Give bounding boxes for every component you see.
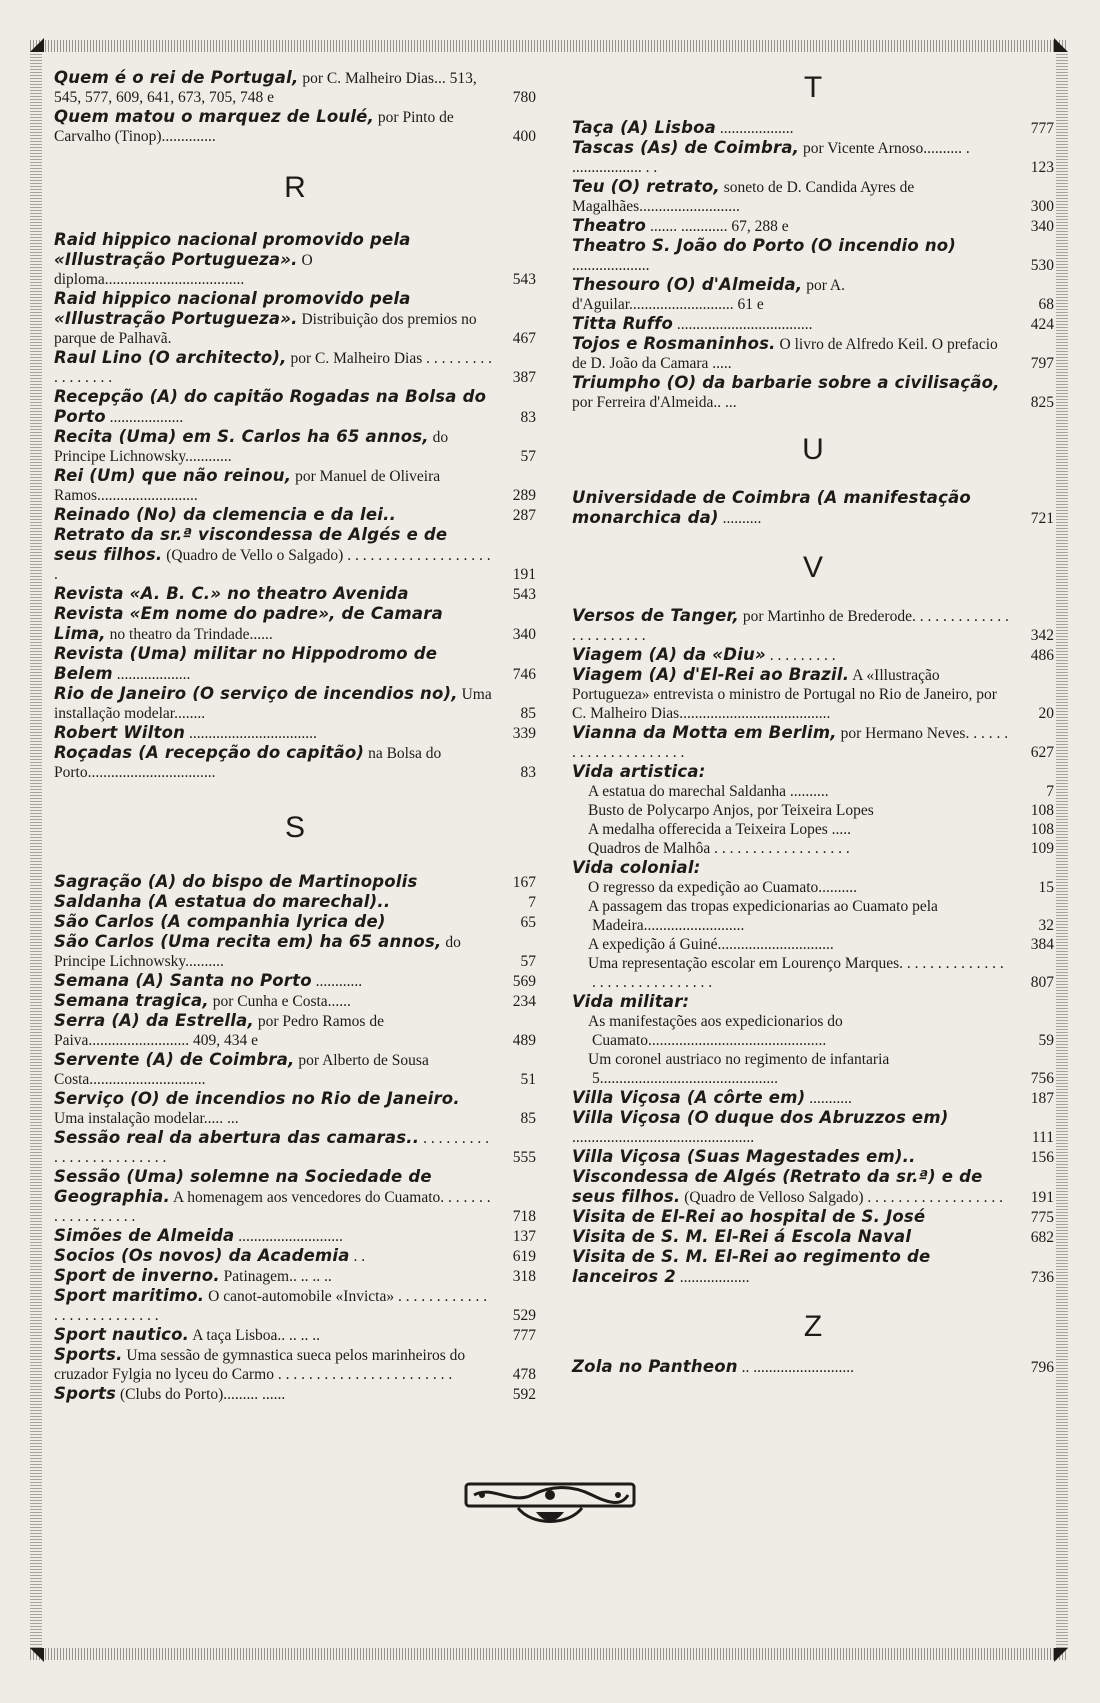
entry-title: Sport maritimo. — [54, 1286, 205, 1305]
index-entry — [54, 1246, 536, 1266]
index-entry — [572, 334, 1054, 373]
index-entry — [572, 645, 1054, 665]
entry-title: Servente (A) de Coimbra, — [54, 1050, 295, 1069]
entry-description: A homenagem aos vencedores do Cuamato. . . . . . . . . . . . . . . . . . — [54, 1189, 491, 1225]
entry-page-number: 529 — [512, 1307, 536, 1324]
entry-title: Viagem (A) d'El-Rei ao Brazil. — [572, 665, 850, 684]
entry-page-number: 15 — [1038, 879, 1054, 896]
vida-artistica-block — [572, 762, 1054, 858]
index-entry — [54, 1345, 536, 1384]
entry-title: Saldanha (A estatua do marechal).. — [54, 892, 391, 911]
entries-t — [572, 118, 1054, 412]
entry-description: por Cunha e Costa...... — [212, 993, 351, 1010]
left-column — [54, 68, 536, 1404]
entry-page-number: 807 — [1030, 974, 1054, 991]
entry-page-number: 83 — [520, 764, 536, 781]
entry-page-number: 756 — [1030, 1070, 1054, 1087]
sub-entry — [572, 1050, 1054, 1088]
entry-description: (Quadro de Velloso Salgado) . . . . . . . . . . . . . . . . . . — [684, 1189, 1003, 1206]
entry-title: Visita de S. M. El-Rei ao regimento de lanceiros 2 — [572, 1247, 931, 1286]
entry-title: Simões de Almeida — [54, 1226, 235, 1245]
index-entry — [54, 289, 536, 348]
sub-entry — [572, 878, 1054, 897]
index-entry — [572, 118, 1054, 138]
entry-title: Retrato da sr.ª viscondessa de Algés e de seus filhos. — [54, 525, 448, 564]
entry-description: .................. — [679, 1269, 750, 1286]
entry-page-number: 57 — [520, 953, 536, 970]
entry-description: ................... — [109, 409, 184, 426]
entry-page-number: 543 — [512, 271, 536, 288]
entry-page-number: 340 — [1030, 218, 1054, 235]
entry-title: Sessão real da abertura das camaras.. — [54, 1128, 420, 1147]
entry-page-number: 137 — [512, 1228, 536, 1245]
entry-page-number: 825 — [1030, 394, 1054, 411]
index-entry — [572, 177, 1054, 216]
index-entry — [54, 1167, 536, 1226]
entry-description: ................... — [719, 120, 794, 137]
entry-page-number: 287 — [512, 507, 536, 524]
index-entry — [54, 743, 536, 782]
index-entry — [572, 606, 1054, 645]
vida-colonial-block — [572, 858, 1054, 992]
entry-title: Sessão (Uma) solemne na Sociedade de Geographia. — [54, 1167, 432, 1206]
entry-page-number: 387 — [512, 369, 536, 386]
vida-militar-block — [572, 992, 1054, 1088]
entry-description: ....... ............ 67, 288 e — [649, 218, 789, 235]
entry-description: Quadros de Malhôa . . . . . . . . . . . . . . . . . . — [588, 840, 850, 857]
entry-description: ................... — [116, 666, 191, 683]
entry-page-number: 721 — [1030, 510, 1054, 527]
index-entry — [54, 1128, 536, 1167]
entry-page-number: 718 — [512, 1208, 536, 1225]
entry-page-number: 123 — [1030, 159, 1054, 176]
sub-entry — [572, 954, 1054, 992]
corner-ornament — [30, 38, 44, 52]
section-letter-u: U — [802, 433, 824, 466]
entry-page-number: 478 — [512, 1366, 536, 1383]
sub-entry — [572, 897, 1054, 935]
entry-description: . . — [353, 1248, 366, 1265]
entry-title: Reinado (No) da clemencia e da lei.. — [54, 505, 397, 524]
entry-title: Visita de S. M. El-Rei á Escola Naval — [572, 1227, 912, 1246]
entry-page-number: 486 — [1030, 647, 1054, 664]
index-entry — [54, 684, 536, 723]
entry-title: São Carlos (Uma recita em) ha 65 annos, — [54, 932, 442, 951]
entry-description: por Martinho de Brederode. . . . . . . . . . . . . . . . . . . . . . . — [572, 608, 1009, 644]
entry-description: A estatua do marechal Saldanha .......... — [588, 783, 829, 800]
index-entry — [54, 466, 536, 505]
entry-title: Tascas (As) de Coimbra, — [572, 138, 800, 157]
section-letter-r: R — [284, 171, 306, 204]
index-entry — [572, 138, 1054, 177]
index-entry — [54, 892, 536, 912]
entry-title: Raul Lino (O architecto), — [54, 348, 287, 367]
index-entry — [54, 644, 536, 684]
entry-description: . . . . . . . . . — [769, 647, 836, 664]
entry-page-number: 340 — [512, 626, 536, 643]
entry-title: Vianna da Motta em Berlim, — [572, 723, 837, 742]
index-entry — [54, 912, 536, 932]
index-entry — [54, 1089, 536, 1128]
entry-title: Taça (A) Lisboa — [572, 118, 716, 137]
entry-description: ............ — [315, 973, 363, 990]
entry-page-number: 187 — [1030, 1090, 1054, 1107]
entry-page-number: 777 — [512, 1327, 536, 1344]
entry-title: Quem é o rei de Portugal, — [54, 68, 299, 87]
index-entry — [54, 1286, 536, 1325]
entry-page-number: 108 — [1030, 802, 1054, 819]
entry-page-number: 384 — [1030, 936, 1054, 953]
entry-description: ........................... — [238, 1228, 343, 1245]
index-entry — [572, 275, 1054, 314]
index-entry — [572, 1207, 1054, 1227]
entry-title: Sports — [54, 1384, 117, 1403]
sub-entry — [572, 1012, 1054, 1050]
entry-page-number: 543 — [512, 586, 536, 603]
entry-page-number: 775 — [1030, 1209, 1054, 1226]
entry-description: no theatro da Trindade...... — [109, 626, 273, 643]
entry-description: por C. Malheiro Dias... 513, 545, 577, 609, 641, 673, 705, 748 e — [54, 70, 477, 106]
entry-page-number: 59 — [1038, 1032, 1054, 1049]
index-entry — [572, 1247, 1054, 1287]
entry-description: O canot-automobile «Invicta» . . . . . . . . . . . . . . . . . . . . . . . . . . — [54, 1288, 488, 1324]
index-entry — [54, 525, 536, 584]
index-entry — [54, 348, 536, 387]
entry-description: Uma sessão de gymnastica sueca pelos marinheiros do cruzador Fylgia no lyceu do Carmo . . . . . . . . . . . . . . . . . . . . . . . — [54, 1347, 466, 1383]
entry-page-number: 619 — [512, 1248, 536, 1265]
entry-page-number: 424 — [1030, 316, 1054, 333]
entry-description: por A. d'Aguilar........................... 61 e — [572, 277, 845, 313]
entries-v-continued — [572, 1088, 1054, 1287]
entry-page-number: 83 — [520, 409, 536, 426]
entry-title: Viagem (A) da «Diu» — [572, 645, 766, 664]
entry-title: Serra (A) da Estrella, — [54, 1011, 254, 1030]
entry-page-number: 156 — [1030, 1149, 1054, 1166]
entry-title: Triumpho (O) da barbarie sobre a civilisação, — [572, 373, 1000, 392]
sub-entry — [572, 935, 1054, 954]
entry-title: Raid hippico nacional promovido pela «Illustração Portugueza». — [54, 289, 411, 328]
index-entry — [572, 1147, 1054, 1167]
index-entry — [572, 1227, 1054, 1247]
index-entry — [572, 1108, 1054, 1147]
entry-title: Quem matou o marquez de Loulé, — [54, 107, 375, 126]
entry-page-number: 467 — [512, 330, 536, 347]
entry-title: Rei (Um) que não reinou, — [54, 466, 292, 485]
index-entry — [572, 216, 1054, 236]
entry-page-number: 191 — [512, 566, 536, 583]
index-entry — [54, 1050, 536, 1089]
ornament-fleuron — [462, 1480, 638, 1532]
entry-page-number: 7 — [528, 894, 536, 911]
entry-page-number: 68 — [1038, 296, 1054, 313]
entry-description: Uma installação modelar........ — [54, 686, 492, 722]
entry-description: As manifestações aos expedicionarios do Cuamato.............................................. — [588, 1013, 843, 1049]
index-entry — [54, 1266, 536, 1286]
entry-page-number: 796 — [1030, 1359, 1054, 1376]
entry-page-number: 289 — [512, 487, 536, 504]
entry-page-number: 7 — [1046, 783, 1054, 800]
entries-v — [572, 606, 1054, 762]
index-entry — [54, 1226, 536, 1246]
entry-description: (Clubs do Porto)......... ...... — [119, 1386, 286, 1403]
entry-description: por Alberto de Sousa Costa.............................. — [54, 1052, 429, 1088]
entry-title: Theatro — [572, 216, 647, 235]
entry-page-number: 51 — [520, 1071, 536, 1088]
entries-s — [54, 872, 536, 1404]
index-entry — [572, 236, 1054, 275]
section-letter-s: S — [284, 811, 305, 844]
entry-description: na Bolsa do Porto................................. — [54, 745, 442, 781]
index-entry — [54, 387, 536, 427]
top-border — [30, 40, 1068, 52]
entry-title: Recepção (A) do capitão Rogadas na Bolsa do Porto — [54, 387, 487, 426]
entry-page-number: 736 — [1030, 1269, 1054, 1286]
index-entry — [572, 665, 1054, 723]
sub-entry — [572, 820, 1054, 839]
entry-title: Semana (A) Santa no Porto — [54, 971, 312, 990]
entry-description: por Hermano Neves. . . . . . . . . . . . . . . . . . . . . — [572, 725, 1009, 761]
entry-title: Villa Viçosa (Suas Magestades em).. — [572, 1147, 916, 1166]
entry-page-number: 797 — [1030, 355, 1054, 372]
entry-description: A medalha offerecida a Teixeira Lopes ..... — [588, 821, 852, 838]
entry-title: Recita (Uma) em S. Carlos ha 65 annos, — [54, 427, 429, 446]
entry-page-number: 555 — [512, 1149, 536, 1166]
entry-title: Socios (Os novos) da Academia — [54, 1246, 350, 1265]
entry-description: Uma representação escolar em Lourenço Marques. . . . . . . . . . . . . . . . . . . . . . . . . . . . . . — [588, 955, 1004, 991]
entry-title: Titta Ruffo — [572, 314, 674, 333]
index-entry — [572, 1167, 1054, 1207]
entry-page-number: 20 — [1038, 705, 1054, 722]
entry-description: por Ferreira d'Almeida.. ... — [572, 394, 737, 411]
entry-description: O diploma.................................... — [54, 252, 313, 288]
entry-page-number: 530 — [1030, 257, 1054, 274]
section-letter-v: V — [802, 551, 823, 584]
entry-description: por C. Malheiro Dias . . . . . . . . . . . . . . . . . — [54, 350, 492, 386]
entry-title: Theatro S. João do Porto (O incendio no) — [572, 236, 957, 255]
entry-description: Um coronel austriaco no regimento de infantaria 5.............................................. — [588, 1051, 890, 1087]
index-entry — [54, 505, 536, 525]
index-entry — [572, 488, 1054, 528]
entry-description: Patinagem.. .. .. .. — [223, 1268, 332, 1285]
entry-page-number: 85 — [520, 705, 536, 722]
entry-description: ........... — [809, 1090, 852, 1107]
entry-page-number: 109 — [1030, 840, 1054, 857]
index-entry — [54, 991, 536, 1011]
entry-description: . . . . . . . . . . . . . . . . . . . . . . . . — [54, 1130, 489, 1166]
entry-description: A expedição á Guiné.............................. — [588, 936, 834, 953]
entry-description: do Principe Lichnowsky............ — [54, 429, 449, 465]
right-column — [572, 68, 1054, 1377]
entry-page-number: 111 — [1031, 1129, 1054, 1146]
index-entry — [572, 1088, 1054, 1108]
index-entry — [54, 723, 536, 743]
entry-title: Zola no Pantheon — [572, 1357, 738, 1376]
entry-page-number: 342 — [1030, 627, 1054, 644]
entry-page-number: 300 — [1030, 198, 1054, 215]
entry-title: Rio de Janeiro (O serviço de incendios no), — [54, 684, 458, 703]
entry-description: A «Illustração Portugueza» entrevista o ministro de Portugal no Rio de Janeiro, por C. Malheiro Dias....................................... — [572, 667, 997, 722]
entry-page-number: 400 — [512, 128, 536, 145]
index-entry — [54, 1384, 536, 1404]
entry-title: Viscondessa de Algés (Retrato da sr.ª) e de seus filhos. — [572, 1167, 983, 1206]
entry-title: Thesouro (O) d'Almeida, — [572, 275, 803, 294]
entry-title: Serviço (O) de incendios no Rio de Janeiro. — [54, 1089, 460, 1108]
right-border — [1056, 52, 1068, 1648]
entry-title: Visita de El-Rei ao hospital de S. José — [572, 1207, 926, 1226]
index-entry — [54, 1325, 536, 1345]
sub-entry — [572, 782, 1054, 801]
entry-description: por Pinto de Carvalho (Tinop).............. — [54, 109, 454, 145]
entry-title: Roçadas (A recepção do capitão) — [54, 743, 365, 762]
sub-entry — [572, 801, 1054, 820]
index-entry — [54, 427, 536, 466]
entry-page-number: 777 — [1030, 120, 1054, 137]
entry-title: Sports. — [54, 1345, 123, 1364]
entry-description: por Manuel de Oliveira Ramos.......................... — [54, 468, 441, 504]
entry-page-number: 569 — [512, 973, 536, 990]
index-entry — [54, 932, 536, 971]
entry-page-number: 65 — [520, 914, 536, 931]
bottom-border — [30, 1648, 1068, 1660]
section-letter-z: Z — [803, 1310, 823, 1343]
entry-description: (Quadro de Vello o Salgado) . . . . . . . . . . . . . . . . . . . . — [54, 547, 491, 583]
entry-page-number: 234 — [512, 993, 536, 1010]
entry-title: São Carlos (A companhia lyrica de) — [54, 912, 386, 931]
entry-page-number: 592 — [512, 1386, 536, 1403]
entry-title: Sport de inverno. — [54, 1266, 220, 1285]
entry-page-number: 746 — [512, 666, 536, 683]
entry-page-number: 191 — [1030, 1189, 1054, 1206]
entry-description: ................................... — [676, 316, 813, 333]
entry-description: A taça Lisboa.. .. .. .. — [192, 1327, 321, 1344]
section-letter-t: T — [803, 71, 823, 104]
index-entry — [54, 604, 536, 644]
entry-title: Robert Wilton — [54, 723, 186, 742]
index-entry — [54, 68, 536, 107]
entry-title: Sport nautico. — [54, 1325, 190, 1344]
entry-description: ................................. — [188, 725, 317, 742]
entry-description: O livro de Alfredo Keil. O prefacio de D. João da Camara ..... — [572, 336, 998, 372]
index-entry — [54, 971, 536, 991]
entry-description: por Vicente Arnoso.......... . .................. . . — [572, 140, 970, 176]
entry-title: Villa Viçosa (O duque dos Abruzzos em) — [572, 1108, 949, 1127]
entry-description: .. .......................... — [741, 1359, 854, 1376]
left-border — [30, 52, 42, 1648]
entries-u — [572, 488, 1054, 528]
entry-title: Semana tragica, — [54, 991, 209, 1010]
entry-page-number: 85 — [520, 1110, 536, 1127]
index-entry — [572, 1357, 1054, 1377]
entry-description: Uma instalação modelar..... ... — [54, 1110, 239, 1127]
entry-page-number: 682 — [1030, 1229, 1054, 1246]
index-entry — [572, 373, 1054, 412]
entry-description: soneto de D. Candida Ayres de Magalhães.......................... — [572, 179, 915, 215]
entry-page-number: 339 — [512, 725, 536, 742]
entry-description: Distribuição dos premios no parque de Palhavã. — [54, 311, 477, 347]
entry-page-number: 780 — [512, 89, 536, 106]
entry-description: do Principe Lichnowsky.......... — [54, 934, 461, 970]
corner-ornament — [1054, 38, 1068, 52]
entry-description: ............................................... — [572, 1129, 755, 1146]
entry-description: .......... — [722, 510, 762, 527]
index-entry — [572, 723, 1054, 762]
entry-page-number: 489 — [512, 1032, 536, 1049]
entry-title: Versos de Tanger, — [572, 606, 739, 625]
entry-description: O regresso da expedição ao Cuamato.......... — [588, 879, 858, 896]
entry-title: Vida artistica: — [572, 762, 706, 781]
entry-title: Villa Viçosa (A côrte em) — [572, 1088, 806, 1107]
entry-title: Tojos e Rosmaninhos. — [572, 334, 776, 353]
entry-title: Revista (Uma) militar no Hippodromo de Belem — [54, 644, 438, 683]
entry-page-number: 627 — [1030, 744, 1054, 761]
corner-ornament — [1054, 1648, 1068, 1662]
entry-description: A passagem das tropas expedicionarias ao Cuamato pela Madeira.......................... — [588, 898, 938, 934]
entry-title: Vida colonial: — [572, 858, 701, 877]
entry-page-number: 167 — [512, 874, 536, 891]
sub-entry — [572, 839, 1054, 858]
index-entry — [54, 1011, 536, 1050]
entry-title: Universidade de Coimbra (A manifestação monarchica da) — [572, 488, 971, 527]
entry-title: Teu (O) retrato, — [572, 177, 720, 196]
entry-title: Vida militar: — [572, 992, 690, 1011]
index-entry — [54, 107, 536, 146]
entry-page-number: 318 — [512, 1268, 536, 1285]
entry-title: Revista «Em nome do padre», de Camara Lima, — [54, 604, 443, 643]
entry-description: Busto de Polycarpo Anjos, por Teixeira Lopes — [588, 802, 874, 819]
entry-description: .................... — [572, 257, 650, 274]
entry-description: por Pedro Ramos de Paiva.......................... 409, 434 e — [54, 1013, 384, 1049]
index-entry — [54, 872, 536, 892]
entry-title: Sagração (A) do bispo de Martinopolis — [54, 872, 418, 891]
entry-page-number: 108 — [1030, 821, 1054, 838]
entry-title: Raid hippico nacional promovido pela «Illustração Portugueza». — [54, 230, 411, 269]
index-entry — [54, 230, 536, 289]
index-entry — [54, 584, 536, 604]
entries-r — [54, 230, 536, 782]
entry-page-number: 32 — [1038, 917, 1054, 934]
entry-title: Revista «A. B. C.» no theatro Avenida — [54, 584, 409, 603]
entries-q — [54, 68, 536, 146]
index-entry — [572, 314, 1054, 334]
corner-ornament — [30, 1648, 44, 1662]
entry-page-number: 57 — [520, 448, 536, 465]
entries-z — [572, 1357, 1054, 1377]
